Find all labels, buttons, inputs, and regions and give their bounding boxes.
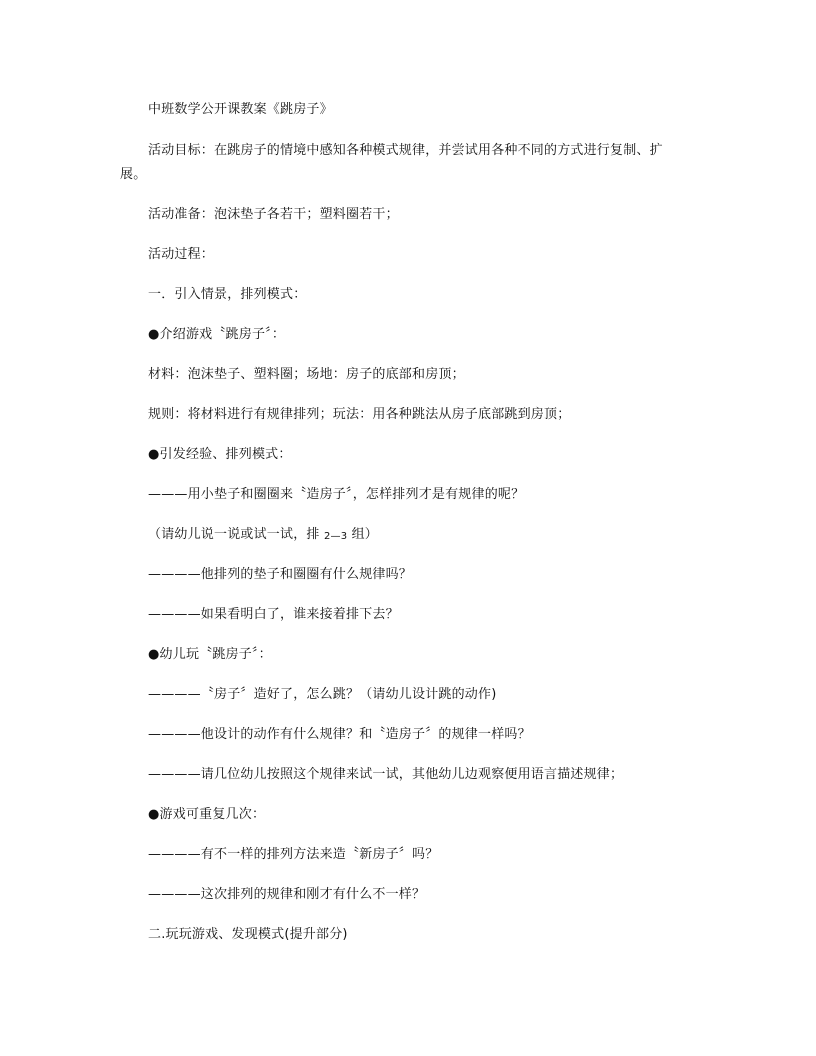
section-one-heading: 一．引入情景，排列模式： [148,287,307,302]
question-line: ————〝房子〞造好了，怎么跳？（请幼儿设计跳的动作) [148,687,497,702]
question-line: ————如果看明白了，谁来接着排下去？ [148,607,399,622]
note-text-end: 组） [347,527,378,542]
activity-process-heading: 活动过程： [148,247,215,262]
bullet-play-game: ●幼儿玩〝跳房子〞： [148,647,272,662]
document-title: 中班数学公开课教案《跳房子》 [148,102,333,117]
question-line: ————请几位幼儿按照这个规律来试一试，其他幼儿边观察便用语言描述规律； [148,767,624,782]
bullet-introduce-game: ●介绍游戏〝跳房子〞： [148,327,286,342]
question-line: ————他排列的垫子和圈圈有什么规律吗？ [148,567,413,582]
bullet-experience: ●引发经验、排列模式： [148,447,292,462]
rules-text: 规则：将材料进行有规律排列；玩法：用各种跳法从房子底部跳到房顶； [148,407,571,422]
question-line: ————他设计的动作有什么规律？和〝造房子〞的规律一样吗？ [148,727,531,742]
activity-preparation: 活动准备：泡沫垫子各若干；塑料圈若干； [148,207,399,222]
note-number: 2—3 [323,531,348,542]
question-line: ————有不一样的排列方法来造〝新房子〞吗？ [148,847,439,862]
activity-goal-continued: 展。 [120,167,147,182]
activity-goal: 活动目标：在跳房子的情境中感知各种模式规律，并尝试用各种不同的方式进行复制、扩 [148,143,663,158]
section-two-heading: 二.玩玩游戏、发现模式(提升部分) [148,927,348,942]
question-line: ————这次排列的规律和刚才有什么不一样？ [148,887,426,902]
note-text: （请幼儿说一说或试一试，排 [148,527,324,542]
note-line [148,526,378,545]
question-line: ———用小垫子和圈圈来〝造房子〞，怎样排列才是有规律的呢？ [148,487,525,502]
bullet-repeat-game: ●游戏可重复几次： [148,807,266,822]
materials-text: 材料：泡沫垫子、塑料圈；场地：房子的底部和房顶； [148,367,465,382]
